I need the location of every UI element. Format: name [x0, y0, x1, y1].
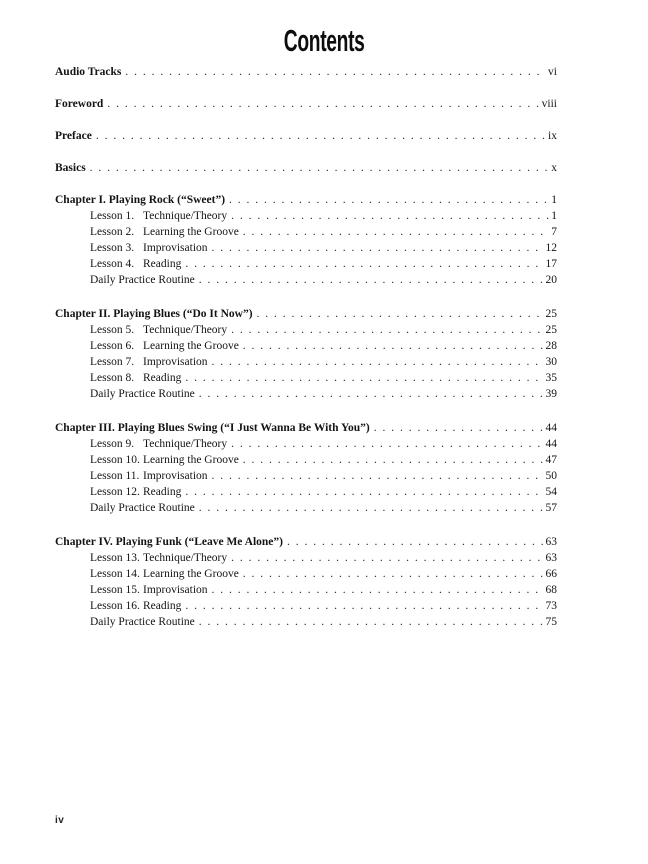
lesson-page: 35 [545, 372, 557, 384]
dot-leader [185, 256, 543, 272]
toc-entry-preface [55, 128, 557, 144]
lesson-title: Reading [143, 600, 182, 612]
dot-leader [199, 386, 544, 402]
lesson-page: 25 [545, 324, 557, 336]
lesson-title: Improvisation [143, 242, 208, 254]
chapter-block-1 [55, 192, 557, 288]
lesson-label: Lesson 11. [90, 470, 140, 482]
lesson-label: Lesson 12. [90, 486, 140, 498]
dot-leader [185, 598, 543, 614]
toc-entry-label: Audio Tracks [55, 66, 122, 78]
lesson-title: Technique/Theory [143, 210, 228, 222]
lesson-label: Lesson 5. [90, 324, 135, 336]
dot-leader [96, 128, 546, 144]
chapter-page: 44 [545, 422, 557, 434]
lesson-title: Daily Practice Routine [90, 616, 195, 628]
lesson-page: 39 [545, 388, 557, 400]
lesson-page: 7 [551, 226, 557, 238]
chapter-heading [55, 306, 557, 322]
lesson-title: Improvisation [143, 584, 208, 596]
folio-page-number: iv [55, 815, 65, 826]
lesson-title: Learning the Groove [143, 340, 239, 352]
chapter-heading [55, 420, 557, 436]
lesson-label: Lesson 6. [90, 340, 135, 352]
lesson-title: Improvisation [143, 470, 208, 482]
lesson-label: Lesson 3. [90, 242, 135, 254]
lesson-title: Technique/Theory [143, 438, 228, 450]
daily-practice-row [55, 386, 557, 402]
lesson-page: 68 [545, 584, 557, 596]
dot-leader [257, 306, 544, 322]
table-of-contents [55, 64, 557, 630]
lesson-label: Lesson 10. [90, 454, 140, 466]
dot-leader [287, 534, 544, 550]
lesson-label: Lesson 2. [90, 226, 135, 238]
chapter-page: 1 [551, 194, 557, 206]
lesson-row [55, 452, 557, 468]
chapter-heading [55, 534, 557, 550]
dot-leader [199, 614, 544, 630]
lesson-label: Lesson 13. [90, 552, 140, 564]
lesson-row [55, 256, 557, 272]
chapter-block-3 [55, 420, 557, 516]
dot-leader [243, 338, 544, 354]
lesson-label: Lesson 1. [90, 210, 135, 222]
lesson-page: 73 [545, 600, 557, 612]
lesson-page: 47 [545, 454, 557, 466]
dot-leader [243, 452, 544, 468]
dot-leader [185, 484, 543, 500]
dot-leader [231, 436, 543, 452]
lesson-row [55, 598, 557, 614]
chapter-block-4 [55, 534, 557, 630]
dot-leader [229, 192, 549, 208]
lesson-row [55, 354, 557, 370]
chapter-heading [55, 192, 557, 208]
toc-entry-page: x [551, 162, 557, 174]
lesson-title: Technique/Theory [143, 552, 228, 564]
lesson-title: Learning the Groove [143, 454, 239, 466]
daily-practice-row [55, 272, 557, 288]
lesson-page: 54 [545, 486, 557, 498]
chapter-title: Chapter II. Playing Blues (“Do It Now”) [55, 308, 253, 320]
lesson-row [55, 370, 557, 386]
chapter-page: 63 [545, 536, 557, 548]
lesson-page: 44 [545, 438, 557, 450]
lesson-label: Lesson 7. [90, 356, 135, 368]
chapter-block-2 [55, 306, 557, 402]
lesson-title: Improvisation [143, 356, 208, 368]
lesson-page: 66 [545, 568, 557, 580]
lesson-title: Reading [143, 372, 182, 384]
dot-leader [185, 370, 543, 386]
toc-entry-foreword [55, 96, 557, 112]
toc-entry-page: ix [548, 130, 557, 142]
toc-entry-audio-tracks [55, 64, 557, 80]
dot-leader [107, 96, 539, 112]
lesson-page: 28 [545, 340, 557, 352]
dot-leader [374, 420, 544, 436]
lesson-row [55, 468, 557, 484]
toc-entry-basics [55, 160, 557, 176]
dot-leader [212, 240, 544, 256]
daily-practice-row [55, 614, 557, 630]
lesson-row [55, 566, 557, 582]
lesson-row [55, 322, 557, 338]
dot-leader [212, 468, 544, 484]
lesson-row [55, 550, 557, 566]
lesson-row [55, 484, 557, 500]
chapter-title: Chapter IV. Playing Funk (“Leave Me Alone”) [55, 536, 283, 548]
dot-leader [125, 64, 546, 80]
chapter-title: Chapter III. Playing Blues Swing (“I Just Wanna Be With You”) [55, 422, 370, 434]
lesson-row [55, 436, 557, 452]
lesson-label: Lesson 8. [90, 372, 135, 384]
lesson-page: 12 [545, 242, 557, 254]
lesson-page: 50 [545, 470, 557, 482]
dot-leader [212, 354, 544, 370]
lesson-label: Lesson 9. [90, 438, 135, 450]
lesson-label: Lesson 16. [90, 600, 140, 612]
toc-entry-label: Preface [55, 130, 92, 142]
daily-practice-row [55, 500, 557, 516]
toc-entry-page: viii [541, 98, 557, 110]
dot-leader [231, 550, 543, 566]
dot-leader [199, 272, 544, 288]
lesson-page: 63 [545, 552, 557, 564]
dot-leader [243, 566, 544, 582]
lesson-page: 75 [545, 616, 557, 628]
chapter-title: Chapter I. Playing Rock (“Sweet”) [55, 194, 226, 206]
dot-leader [90, 160, 550, 176]
lesson-page: 17 [545, 258, 557, 270]
lesson-label: Lesson 15. [90, 584, 140, 596]
lesson-title: Technique/Theory [143, 324, 228, 336]
lesson-row [55, 224, 557, 240]
lesson-row [55, 208, 557, 224]
page-title: Contents [283, 23, 365, 58]
lesson-title: Reading [143, 486, 182, 498]
lesson-title: Learning the Groove [143, 226, 239, 238]
toc-entry-label: Basics [55, 162, 86, 174]
lesson-title: Learning the Groove [143, 568, 239, 580]
lesson-title: Daily Practice Routine [90, 388, 195, 400]
toc-entry-page: vi [548, 66, 557, 78]
lesson-title: Daily Practice Routine [90, 274, 195, 286]
dot-leader [231, 208, 549, 224]
lesson-page: 1 [551, 210, 557, 222]
page-title-wrap [0, 25, 648, 57]
lesson-page: 20 [545, 274, 557, 286]
lesson-page: 57 [545, 502, 557, 514]
toc-entry-label: Foreword [55, 98, 104, 110]
lesson-label: Lesson 4. [90, 258, 135, 270]
dot-leader [231, 322, 543, 338]
lesson-row [55, 240, 557, 256]
lesson-label: Lesson 14. [90, 568, 140, 580]
lesson-page: 30 [545, 356, 557, 368]
lesson-row [55, 582, 557, 598]
dot-leader [243, 224, 549, 240]
lesson-title: Daily Practice Routine [90, 502, 195, 514]
lesson-row [55, 338, 557, 354]
dot-leader [199, 500, 544, 516]
lesson-title: Reading [143, 258, 182, 270]
dot-leader [212, 582, 544, 598]
chapter-page: 25 [545, 308, 557, 320]
